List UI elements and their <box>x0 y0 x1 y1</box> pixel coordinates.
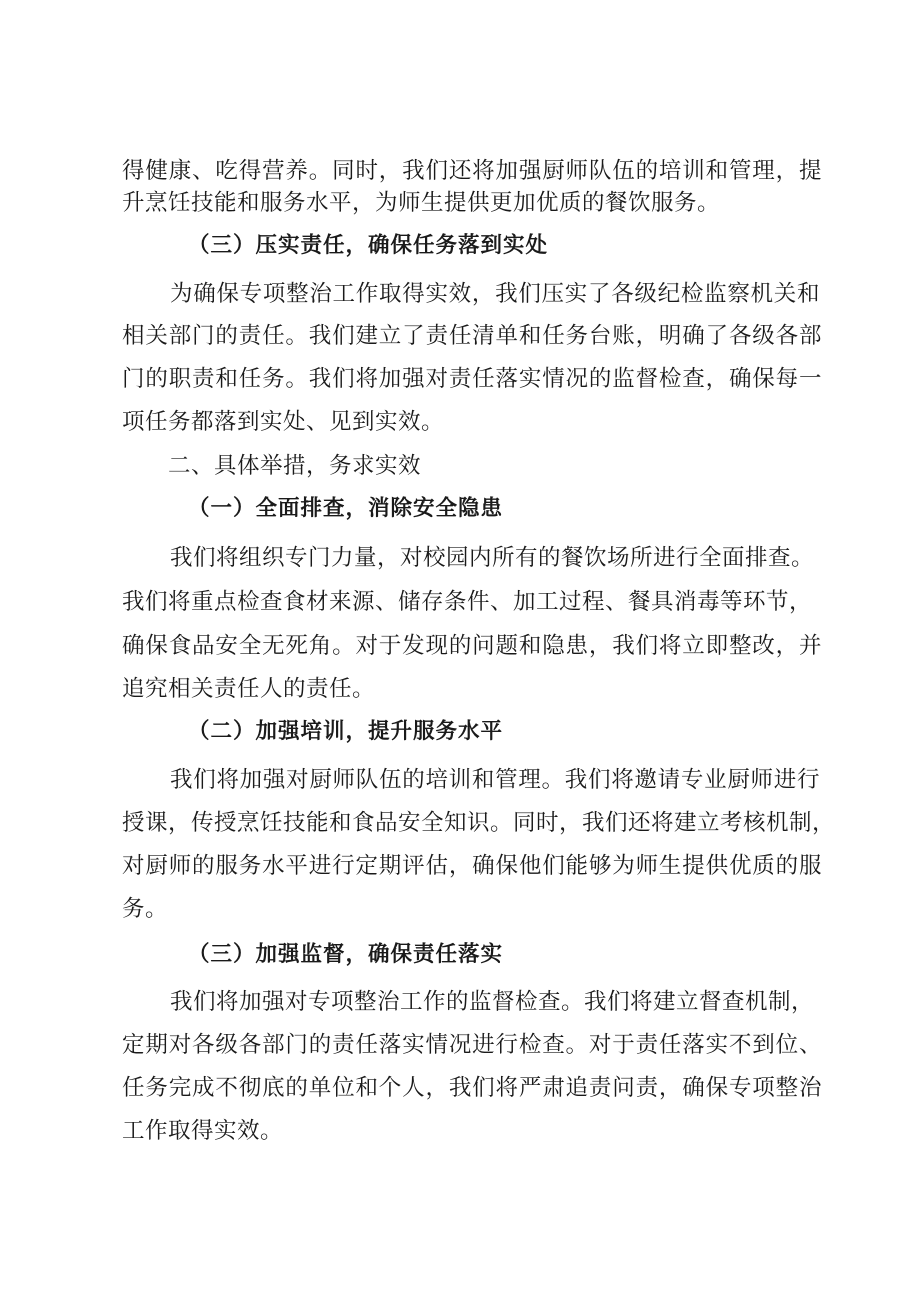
paragraph-line: 门的职责和任务。我们将加强对责任落实情况的监督检查，确保每一 <box>122 366 822 392</box>
paragraph-line: 项任务都落到实处、见到实效。 <box>122 409 445 435</box>
section-heading: （一）全面排查，消除安全隐患 <box>188 496 504 521</box>
paragraph-line: 升烹饪技能和服务水平，为师生提供更加优质的餐饮服务。 <box>122 190 721 216</box>
section-heading: （三）压实责任，确保任务落到实处 <box>188 233 549 258</box>
paragraph-line: 务。 <box>122 896 169 922</box>
paragraph-line: 得健康、吃得营养。同时，我们还将加强厨师队伍的培训和管理，提 <box>122 158 822 184</box>
paragraph-line: 确保食品安全无死角。对于发现的问题和隐患，我们将立即整改，并 <box>122 633 822 659</box>
paragraph-line: 我们将加强对厨师队伍的培训和管理。我们将邀请专业厨师进行 <box>170 767 820 793</box>
section-heading: （三）加强监督，确保责任落实 <box>188 942 504 967</box>
paragraph-line: 工作取得实效。 <box>122 1118 284 1144</box>
section-heading: （二）加强培训，提升服务水平 <box>188 719 504 744</box>
chapter-heading: 二、具体举措，务求实效 <box>168 453 422 479</box>
paragraph-line: 授课，传授烹饪技能和食品安全知识。同时，我们还将建立考核机制， <box>122 810 836 836</box>
paragraph-line: 为确保专项整治工作取得实效，我们压实了各级纪检监察机关和 <box>170 281 820 307</box>
paragraph-line: 对厨师的服务水平进行定期评估，确保他们能够为师生提供优质的服 <box>122 853 822 879</box>
paragraph-line: 任务完成不彻底的单位和个人，我们将严肃追责问责，确保专项整治 <box>122 1075 822 1101</box>
paragraph-line: 我们将重点检查食材来源、储存条件、加工过程、餐具消毒等环节， <box>122 589 813 615</box>
paragraph-line: 我们将加强对专项整治工作的监督检查。我们将建立督查机制， <box>170 989 815 1015</box>
paragraph-line: 我们将组织专门力量，对校园内所有的餐饮场所进行全面排查。 <box>170 545 815 571</box>
paragraph-line: 相关部门的责任。我们建立了责任清单和任务台账，明确了各级各部 <box>122 323 822 349</box>
paragraph-line: 追究相关责任人的责任。 <box>122 676 376 702</box>
paragraph-line: 定期对各级各部门的责任落实情况进行检查。对于责任落实不到位、 <box>122 1032 822 1058</box>
